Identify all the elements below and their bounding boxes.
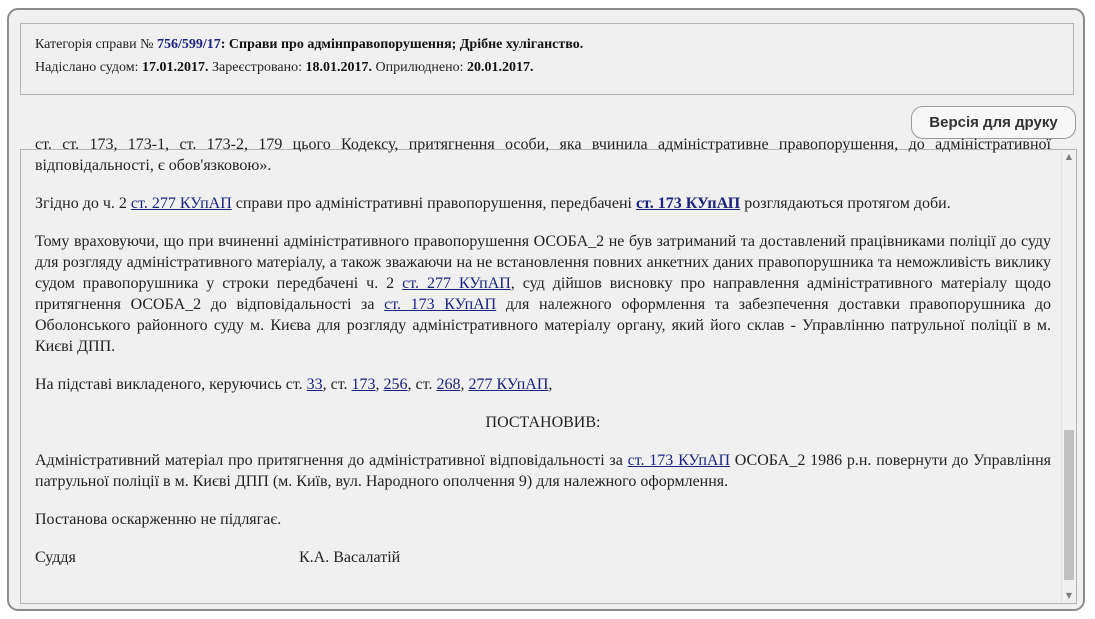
signature-line bbox=[35, 547, 1051, 568]
article-268-link[interactable]: 268 bbox=[436, 376, 461, 393]
vertical-scrollbar[interactable] bbox=[1061, 150, 1076, 603]
document-viewer[interactable] bbox=[20, 136, 1077, 604]
paragraph-text: , bbox=[460, 376, 469, 393]
document-text bbox=[35, 134, 1051, 568]
category-label: Категорія справи № bbox=[35, 37, 154, 52]
paragraph-deadline bbox=[35, 193, 1051, 214]
paragraph-appeal: Постанова оскарженню не підлягає. bbox=[35, 511, 282, 528]
case-category-line bbox=[35, 33, 1073, 56]
case-number-link[interactable]: 756/599/17 bbox=[156, 37, 221, 52]
registered-label: Зареєстровано: bbox=[212, 60, 302, 75]
paragraph-text: Тому враховуючи, що при вчиненні адміністративного правопорушення ОСОБА_2 не був затриманий та доставлений працівниками поліції до суду для розгляду адміністративного матеріалу, а також зважаючи на не встановлення повних анкетних даних правопорушника та неможливість виклику судом правопорушника у строки передбачені ч. 2 bbox=[35, 233, 1051, 292]
scroll-up-icon[interactable]: ▲ bbox=[1065, 152, 1073, 161]
paragraph-text: справи про адміністративні правопорушення, передбачені bbox=[231, 195, 636, 212]
paragraph-legal-basis bbox=[35, 374, 1051, 395]
article-173-link[interactable]: ст. 173 КУпАП bbox=[635, 195, 741, 212]
scroll-down-icon[interactable]: ▼ bbox=[1065, 591, 1073, 600]
case-info-panel bbox=[20, 23, 1074, 95]
document-window bbox=[7, 8, 1085, 611]
paragraph-text: Згідно до ч. 2 bbox=[35, 195, 131, 212]
article-277-link[interactable]: 277 КУпАП bbox=[468, 376, 549, 393]
article-33-link[interactable]: 33 bbox=[306, 376, 323, 393]
paragraph-text: , bbox=[375, 376, 384, 393]
paragraph-text: ОСОБА_2 1986 р.н. повернути до Управління патрульної поліції в м. Києві ДПП (м. Київ, вул. Народного ополчення 9) для належного оформлення. bbox=[35, 452, 1051, 490]
article-173-link[interactable]: 173 bbox=[351, 376, 376, 393]
article-173-link[interactable]: ст. 173 КУпАП bbox=[384, 296, 497, 313]
partial-paragraph bbox=[35, 134, 1051, 176]
paragraph-text: Адміністративний матеріал про притягнення до адміністративної відповідальності за bbox=[35, 452, 628, 469]
paragraph-text: , ст. bbox=[322, 376, 352, 393]
paragraph-ruling bbox=[35, 450, 1051, 492]
partial-top-line: ст. ст. 173, 173-1, ст. 173-2, 179 цього Кодексу, притягнення особи, яка вчинила адміністративне правопорушення, до адміністративної відповідальності, є bbox=[35, 136, 1051, 174]
category-value: : Справи про адмінправопорушення; Дрібне хуліганство. bbox=[220, 37, 584, 52]
paragraph-reasoning bbox=[35, 231, 1051, 357]
ruling-heading: ПОСТАНОВИВ: bbox=[485, 414, 601, 431]
article-173-link[interactable]: ст. 173 КУпАП bbox=[627, 452, 731, 469]
sent-label: Надіслано судом: bbox=[35, 60, 139, 75]
print-version-button[interactable]: Версія для друку bbox=[911, 106, 1076, 139]
partial-top-end: обов'язковою». bbox=[168, 157, 272, 174]
scrollbar-thumb[interactable] bbox=[1064, 430, 1074, 580]
judge-role: Суддя bbox=[35, 549, 76, 566]
paragraph-text: На підставі викладеного, керуючись ст. bbox=[35, 376, 307, 393]
published-label: Оприлюднено: bbox=[375, 60, 464, 75]
paragraph-text: розглядаються протягом доби. bbox=[740, 195, 951, 212]
paragraph-text: , bbox=[548, 376, 553, 393]
paragraph-text: , ст. bbox=[407, 376, 437, 393]
paragraph-text: , суд дійшов висновку про направлення адміністративного матеріалу щодо притягнення ОСОБА_2 до відповідальності за bbox=[35, 275, 1052, 313]
registered-date: 18.01.2017. bbox=[305, 60, 372, 75]
case-dates-line bbox=[35, 56, 1073, 79]
judge-name: К.А. Васалатій bbox=[299, 549, 401, 566]
article-277-link[interactable]: ст. 277 КУпАП bbox=[402, 275, 511, 292]
paragraph-text: для належного оформлення та забезпечення доставки правопорушника до Оболонського районного суду м. Києва для розгляду адміністративного матеріалу органу, який його склав - Управлінню патрульної поліції в м. Києві ДПП. bbox=[35, 296, 1051, 355]
article-256-link[interactable]: 256 bbox=[383, 376, 408, 393]
sent-date: 17.01.2017. bbox=[142, 60, 209, 75]
published-date: 20.01.2017. bbox=[467, 60, 534, 75]
article-277-link[interactable]: ст. 277 КУпАП bbox=[130, 195, 232, 212]
